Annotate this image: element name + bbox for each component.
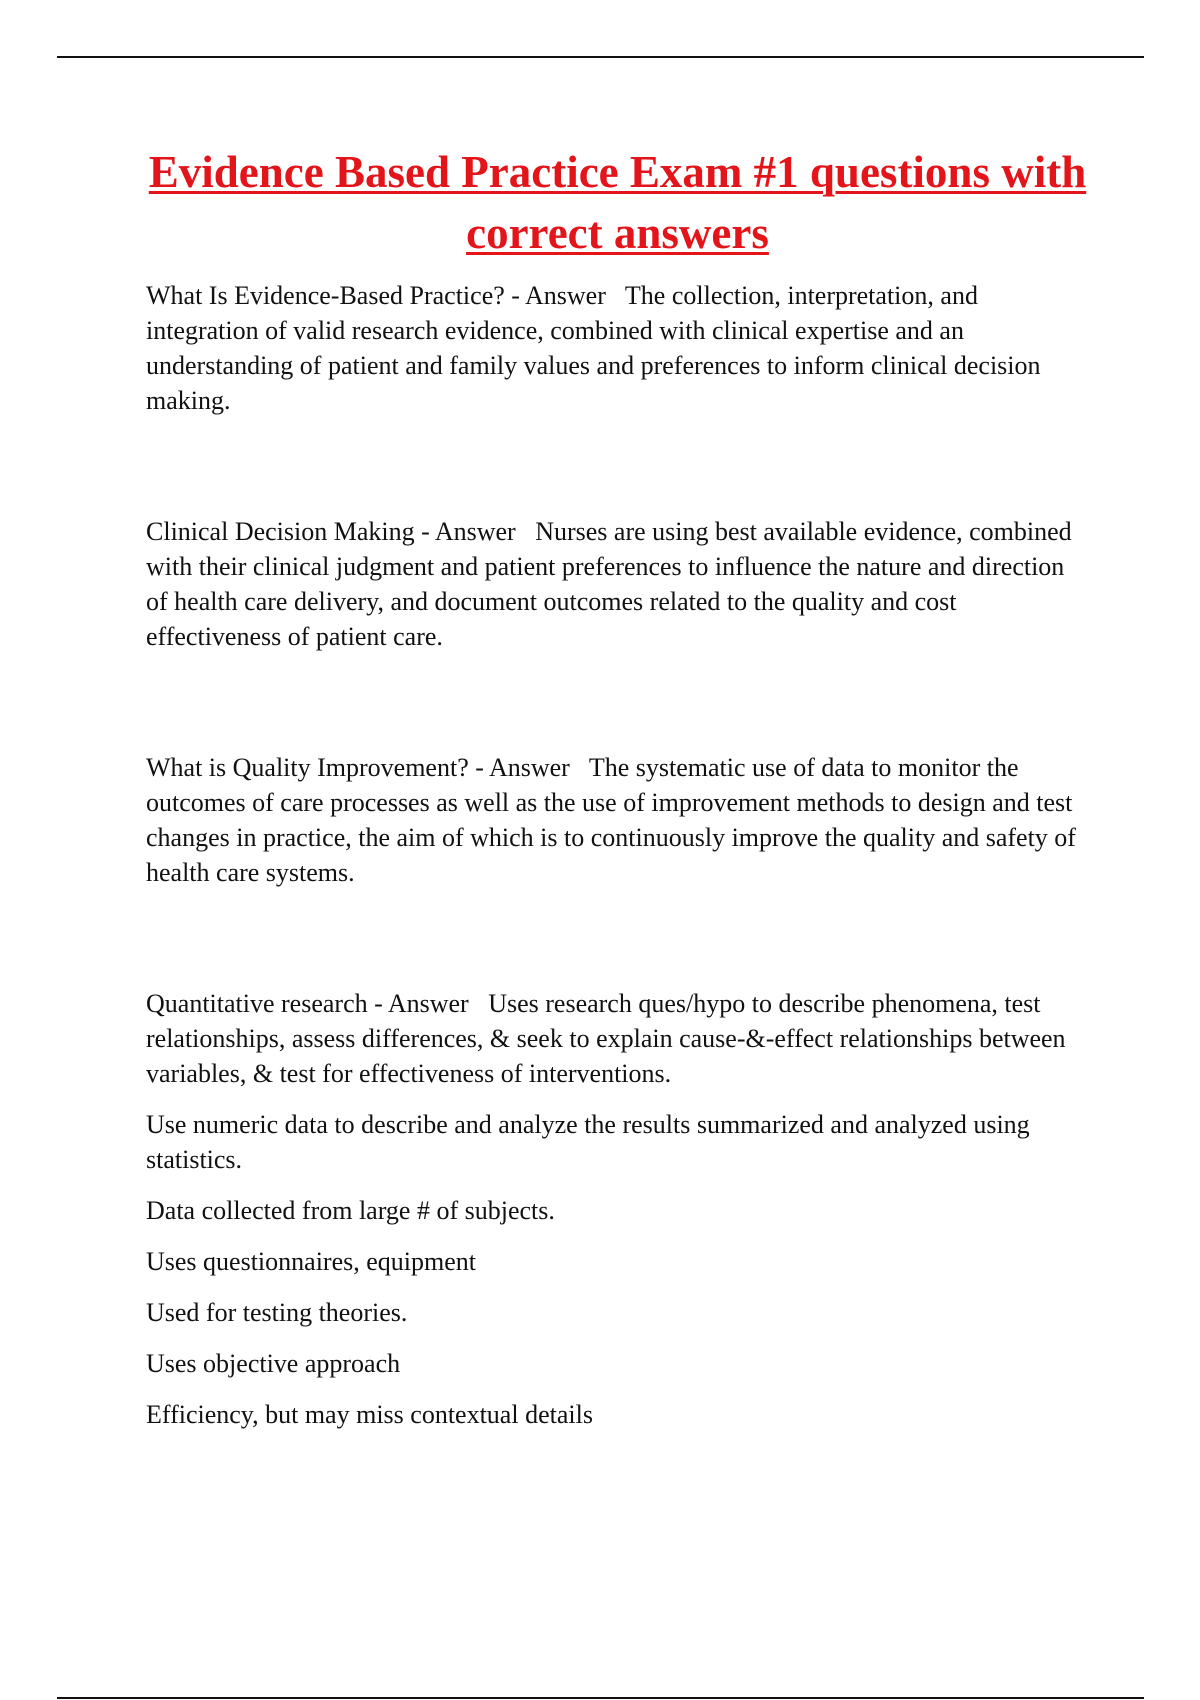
answer-detail: Used for testing theories.	[146, 1298, 408, 1327]
footer-rule	[57, 1697, 1144, 1699]
question-text: Quantitative research	[146, 989, 368, 1018]
answer-detail: Uses questionnaires, equipment	[146, 1247, 476, 1276]
answer-text: Nurses are using best available evidence, combined with their clinical judgment and patient preferences to influence the nature and direction of health care delivery, and document outcomes related to the quality and cost effectiveness of patient care.	[146, 517, 1072, 651]
answer-detail: Uses objective approach	[146, 1349, 401, 1378]
qa-main	[146, 986, 1086, 1091]
answer-separator: - Answer	[468, 753, 589, 782]
document-body	[146, 278, 1086, 1432]
answer-detail: Data collected from large # of subjects.	[146, 1196, 555, 1225]
answer-detail: Efficiency, but may miss contextual details	[146, 1400, 593, 1429]
question-text: What is Quality Improvement?	[146, 753, 469, 782]
qa-item-quality-improvement	[146, 750, 1086, 890]
answer-separator: - Answer	[414, 517, 536, 546]
question-text: Clinical Decision Making	[146, 517, 415, 546]
qa-item-evidence-based-practice	[146, 278, 1086, 418]
header-rule	[57, 56, 1144, 58]
answer-detail: Use numeric data to describe and analyze the results summarized and analyzed using statistics.	[146, 1110, 1030, 1174]
answer-text: Uses research ques/hypo to describe phenomena, test relationships, assess differences, & seek to explain cause-&-effect relationships between variables, & test for effectiveness of interventions.	[146, 989, 1066, 1088]
question-text: What Is Evidence-Based Practice?	[146, 281, 505, 310]
qa-item-quantitative-research	[146, 986, 1086, 1432]
qa-item-clinical-decision-making	[146, 514, 1086, 654]
document-title: Evidence Based Practice Exam #1 questions with correct answers	[148, 147, 1087, 258]
answer-text: The systematic use of data to monitor the outcomes of care processes as well as the use of improvement methods to design and test changes in practice, the aim of which is to continuously improve the quality and safety of health care systems.	[146, 753, 1076, 887]
answer-separator: - Answer	[504, 281, 625, 310]
answer-separator: - Answer	[367, 989, 489, 1018]
answer-text: The collection, interpretation, and integration of valid research evidence, combined with clinical expertise and an understanding of patient and family values and preferences to inform clinical decision making.	[146, 281, 1041, 415]
